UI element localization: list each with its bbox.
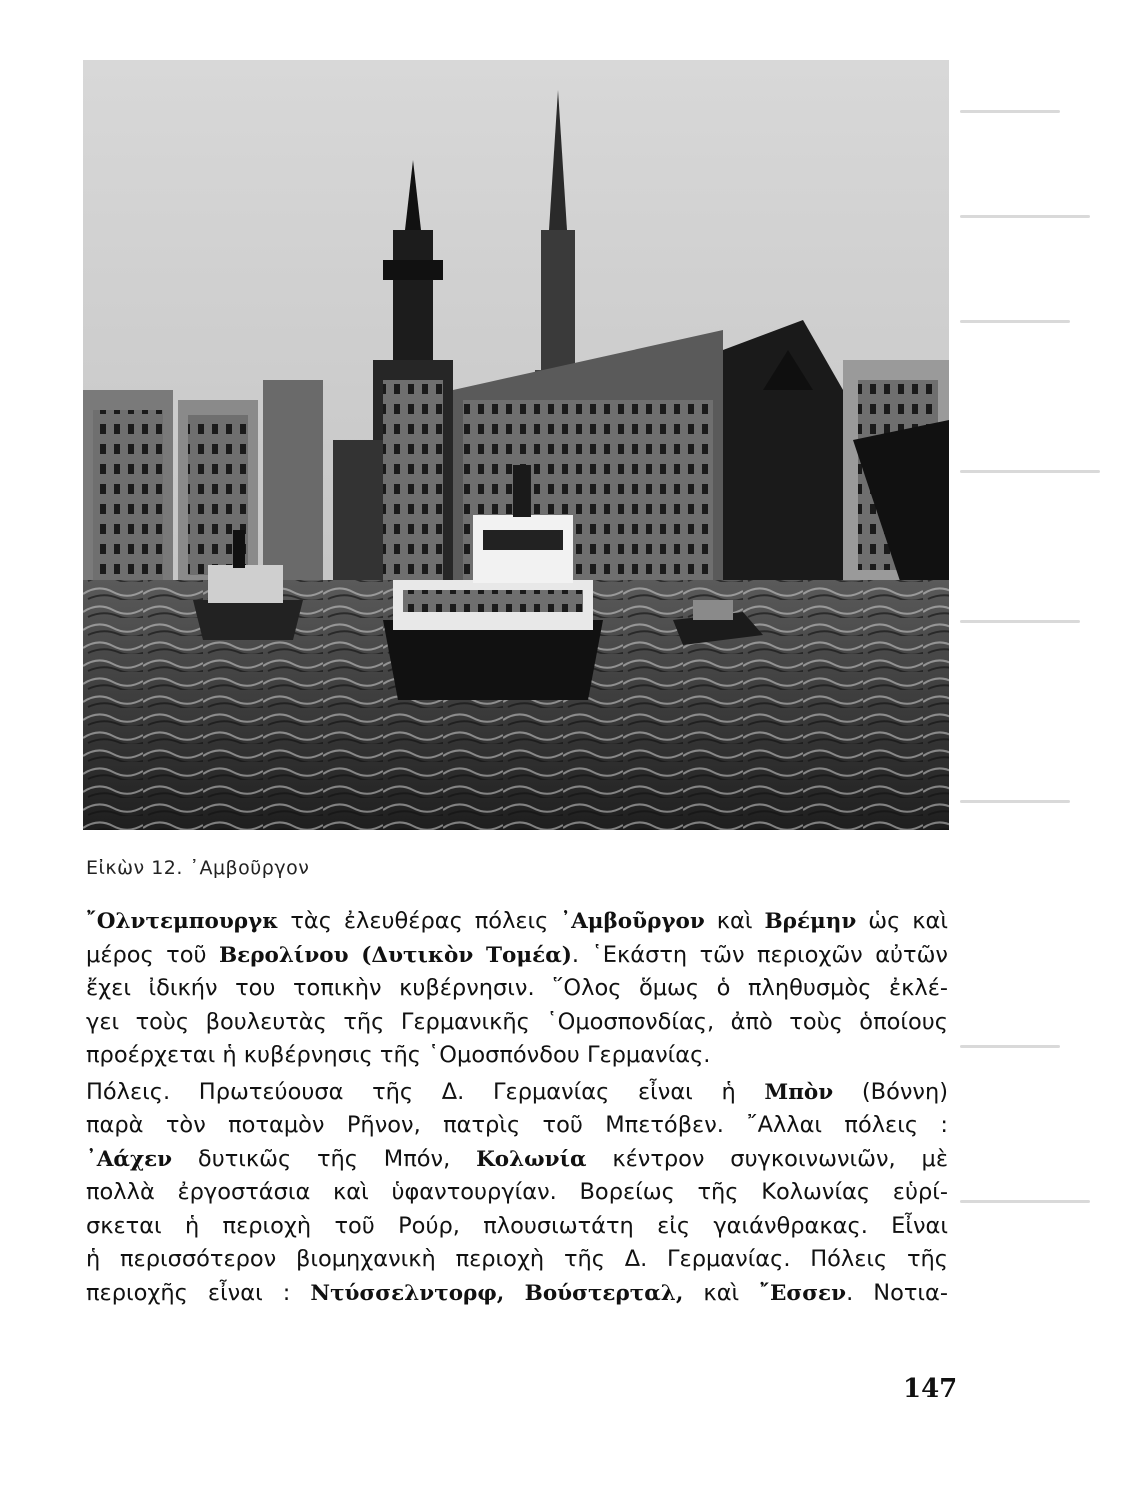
text-line: [86, 1143, 948, 1177]
text-segment: μέρος τοῦ: [86, 941, 219, 968]
bold-term: ῎Ολντεμπουργκ: [86, 909, 279, 934]
text-line: [86, 1176, 948, 1210]
paragraph-2: [86, 1076, 948, 1311]
text-line: [86, 972, 948, 1006]
bold-term: ᾿Αμβοῦργον: [560, 909, 705, 934]
text-line: [86, 1076, 948, 1110]
text-segment: γει τοὺς βουλευτὰς τῆς Γερμανικῆς ῾Ομοσπονδίας, ἀπὸ τοὺς ὁποίους: [86, 1008, 948, 1035]
text-line: [86, 939, 948, 973]
text-segment: ὡς καὶ: [856, 908, 948, 934]
text-segment: . ῾Εκάστη τῶν περιοχῶν αὐτῶν: [571, 941, 948, 968]
bold-term: Βρέμην: [764, 909, 857, 934]
text-line: [86, 1277, 948, 1311]
harbor-photograph: [83, 60, 949, 830]
text-segment: ἔχει ἰδικήν του τοπικὴν κυβέρνησιν. ῞Ολος ὅμως ὁ πληθυσμὸς ἐκλέ-: [86, 975, 948, 1001]
text-line: [86, 1243, 948, 1277]
page-number: 147: [903, 1374, 958, 1404]
text-segment: προέρχεται ἡ κυβέρνησις τῆς ῾Ομοσπόνδου Γερμανίας.: [86, 1042, 711, 1068]
text-segment: καὶ: [704, 908, 765, 934]
bold-term: Μπὸν: [764, 1079, 834, 1105]
text-segment: . Νοτια-: [846, 1279, 948, 1306]
text-line: [86, 1006, 948, 1040]
text-segment: Πόλεις. Πρωτεύουσα τῆς Δ. Γερμανίας εἶναι ἡ: [86, 1078, 765, 1105]
bold-term: Βερολίνου (Δυτικὸν Τομέα): [218, 942, 572, 968]
bold-term: Κολωνία: [476, 1146, 587, 1172]
bold-term: Ντύσσελντορφ, Βούστερταλ,: [310, 1280, 684, 1306]
text-line: [86, 1109, 948, 1143]
text-line: [86, 905, 948, 939]
text-segment: περιοχῆς εἶναι :: [86, 1279, 311, 1306]
text-segment: καὶ: [683, 1279, 760, 1306]
text-segment: τὰς ἐλευθέρας πόλεις: [278, 908, 561, 934]
text-segment: σκεται ἡ περιοχὴ τοῦ Ρούρ, πλουσιωτάτη εἰς γαιάνθρακας. Εἶναι: [86, 1212, 948, 1239]
text-segment: κέντρον συγκοινωνιῶν, μὲ: [586, 1145, 948, 1172]
bleed-line: [960, 110, 1060, 113]
bleed-line: [960, 320, 1070, 323]
text-segment: παρὰ τὸν ποταμὸν Ρῆνον, πατρὶς τοῦ Μπετόβεν. ῎Αλλαι πόλεις :: [86, 1112, 948, 1138]
text-segment: (Βόννη): [833, 1078, 949, 1105]
bold-term: ᾿Αάχεν: [86, 1146, 173, 1172]
text-line: [86, 1210, 948, 1244]
figure-caption: Εἰκὼν 12. ᾿Αμβοῦργον: [86, 857, 310, 879]
text-segment: δυτικῶς τῆς Μπόν,: [172, 1145, 477, 1172]
text-segment: ἡ περισσότερον βιομηχανικὴ περιοχὴ τῆς Δ. Γερμανίας. Πόλεις τῆς: [86, 1246, 948, 1272]
bleed-line: [960, 1045, 1060, 1048]
bleed-line: [960, 470, 1100, 473]
harbor-illustration: [83, 60, 949, 830]
body-text: [86, 905, 948, 1310]
bold-term: ῎Εσσεν: [759, 1280, 847, 1306]
bleed-line: [960, 1200, 1090, 1203]
bleed-line: [960, 800, 1070, 803]
bleed-line: [960, 215, 1090, 218]
paragraph-1: [86, 905, 948, 1073]
bleed-line: [960, 620, 1080, 623]
text-line: [86, 1039, 948, 1073]
text-segment: πολλὰ ἐργοστάσια καὶ ὑφαντουργίαν. Βορείως τῆς Κολωνίας εὑρί-: [86, 1179, 948, 1205]
